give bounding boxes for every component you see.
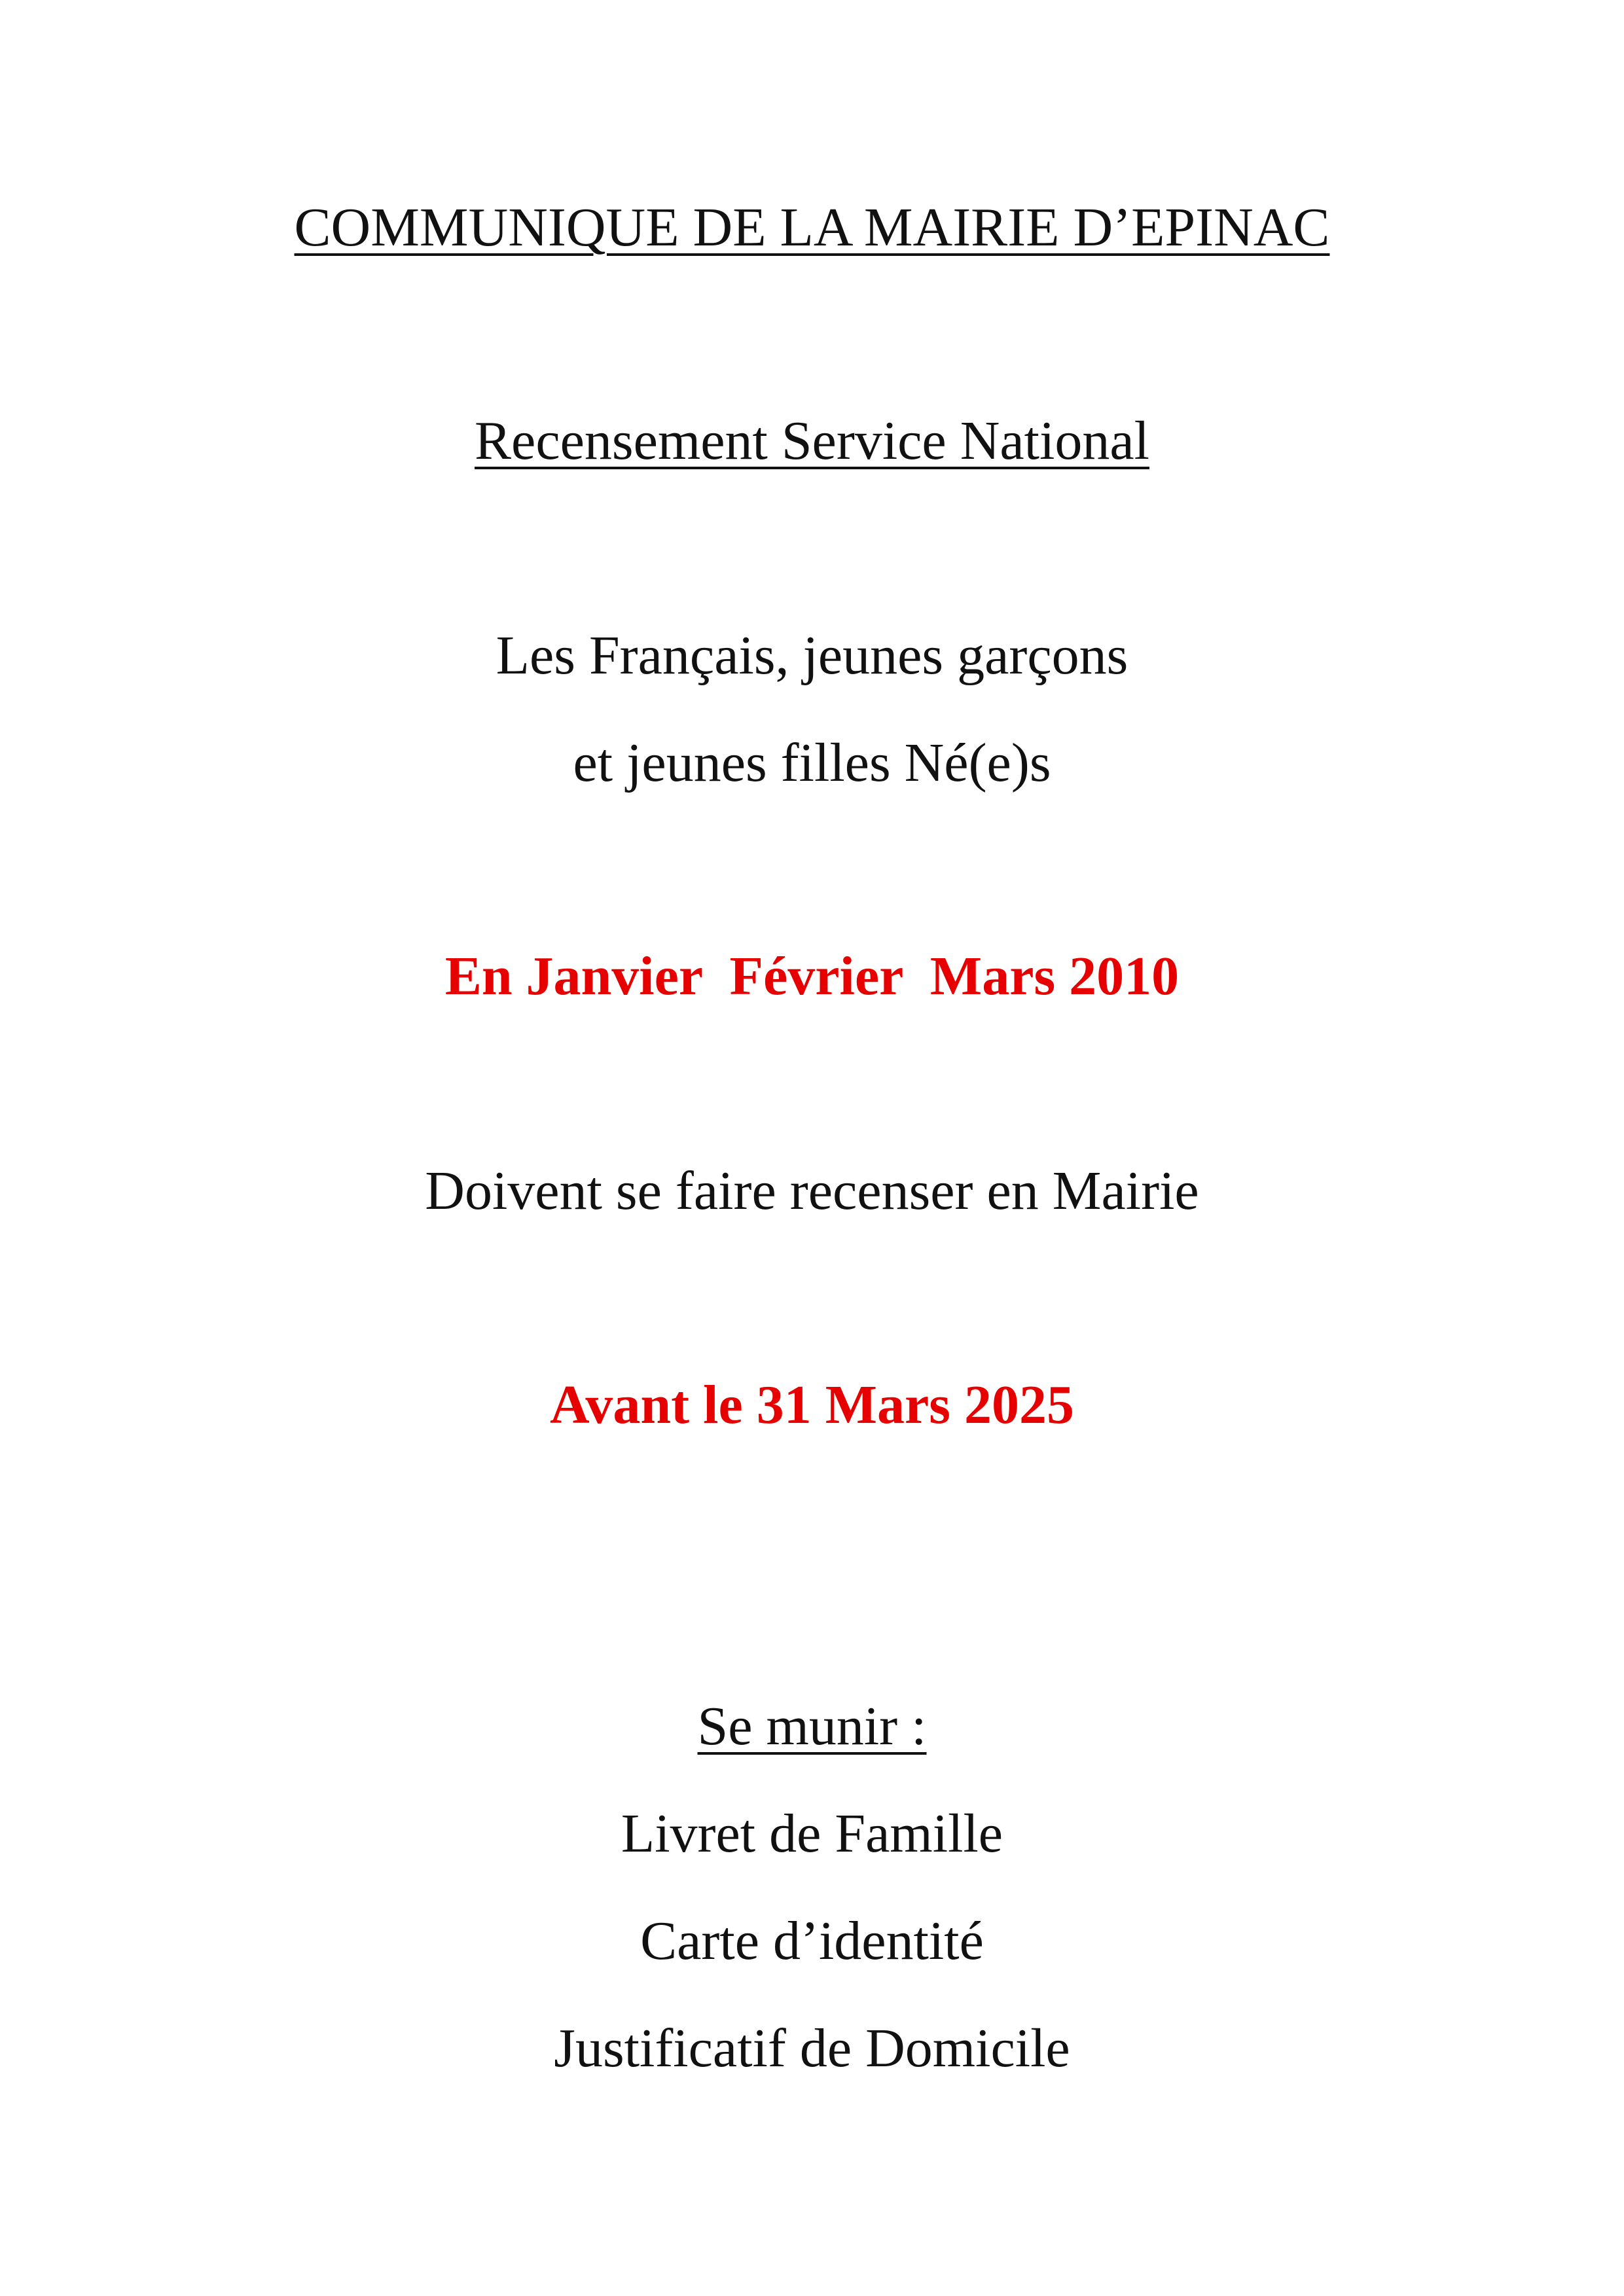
audience-line-1: Les Français, jeunes garçons	[496, 625, 1128, 686]
document-item: Justificatif de Domicile	[554, 2018, 1070, 2079]
audience-line-2: et jeunes filles Né(e)s	[573, 732, 1051, 793]
document-item: Carte d’identité	[640, 1910, 984, 1971]
birth-period: En Janvier Février Mars 2010	[444, 946, 1180, 1007]
notice-subtitle: Recensement Service National	[475, 410, 1149, 471]
notice-title: COMMUNIQUE DE LA MAIRIE D’EPINAC	[294, 197, 1330, 258]
documents-heading: Se munir :	[697, 1696, 927, 1757]
deadline: Avant le 31 Mars 2025	[550, 1374, 1074, 1435]
instruction-text: Doivent se faire recenser en Mairie	[425, 1160, 1199, 1221]
document-item: Livret de Famille	[621, 1803, 1003, 1864]
